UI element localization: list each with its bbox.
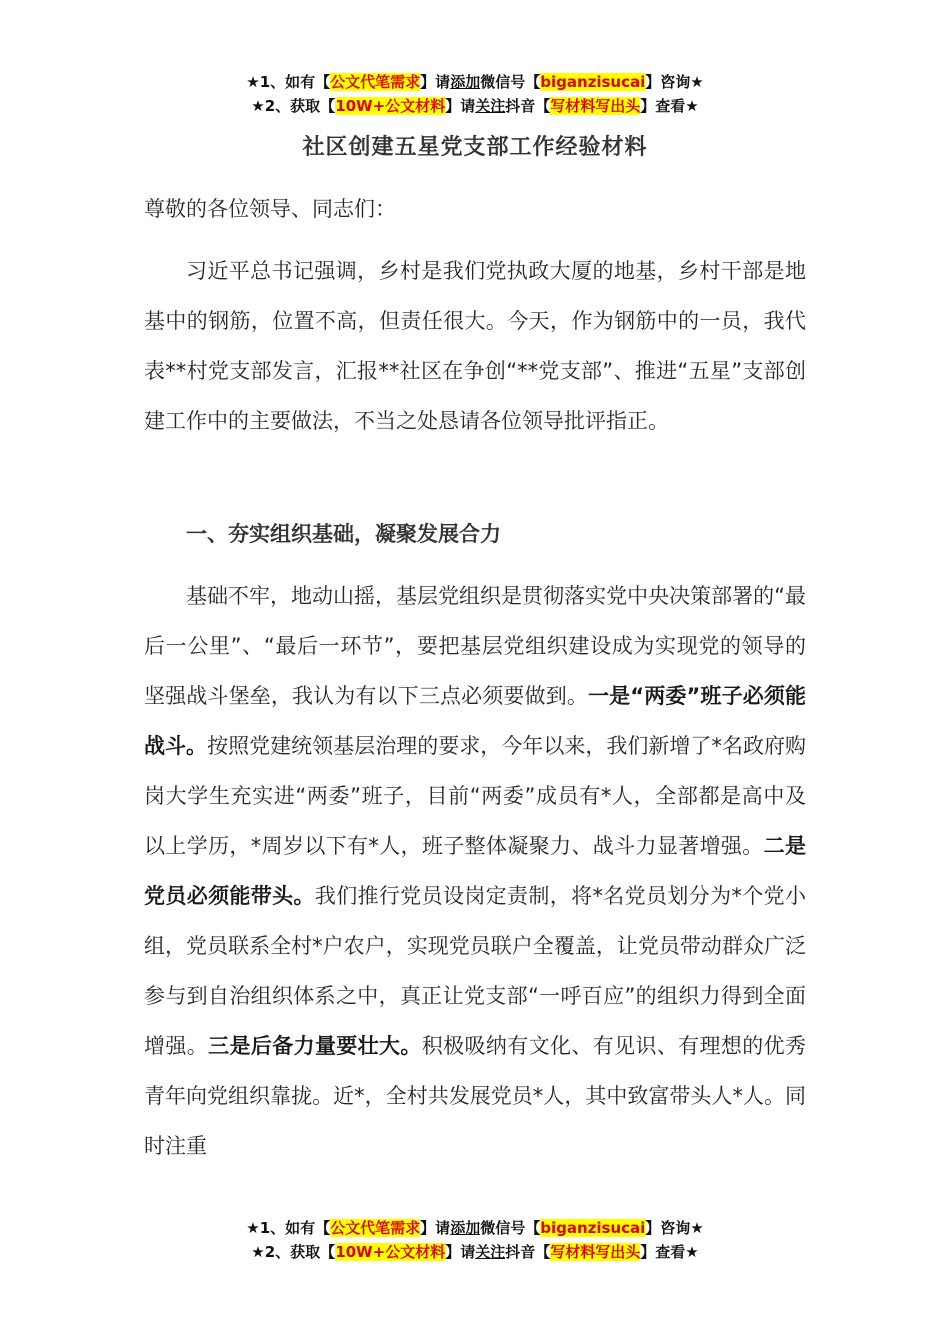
header-banner xyxy=(0,70,950,118)
banner-text: ★2、获取【 xyxy=(251,97,336,115)
banner-text: 抖音【 xyxy=(505,1243,551,1261)
document-title: 社区创建五星党支部工作经验材料 xyxy=(302,135,648,160)
banner-underlined-text: 添加 xyxy=(450,73,481,91)
paragraph-section-1 xyxy=(144,571,806,1171)
banner-highlight: 公文代笔需求 xyxy=(330,1219,421,1237)
banner-highlight: 写材料写出头 xyxy=(550,97,641,115)
banner-highlight: biganzisucai xyxy=(540,73,646,91)
banner-text: 】查看★ xyxy=(640,1243,699,1261)
paragraph-text: 积极吸纳有文化、有见识、有理想的优秀青年向党组织靠拢。近*，全村共发展党员*人，其中致富带头人*人。同时注重 xyxy=(144,1034,807,1158)
banner-text: 】查看★ xyxy=(640,97,699,115)
banner-text: ★2、获取【 xyxy=(251,1243,336,1261)
greeting: 尊敬的各位领导、同志们： xyxy=(144,197,396,221)
banner-text: 】请 xyxy=(420,1219,451,1237)
banner-highlight: 10W+公文材料 xyxy=(335,1243,446,1261)
banner-highlight: 公文代笔需求 xyxy=(330,73,421,91)
banner-line-1 xyxy=(0,70,950,94)
banner-line-1 xyxy=(0,1216,950,1240)
paragraph-text: 基础不牢，地动山摇，基层党组织是贯彻落实党中央决策部署的“最后一公里”、“最后一环节”，要把基层党组织建设成为实现党的领导的坚强战斗堡垒，我认为有以下三点必须要做到。 xyxy=(144,584,806,708)
banner-highlight: 10W+公文材料 xyxy=(335,97,446,115)
banner-highlight: 写材料写出头 xyxy=(550,1243,641,1261)
bold-point-2: 二是党员必须能带头。 xyxy=(144,834,807,908)
bold-point-1: 一是“两委”班子必须能战斗。 xyxy=(144,684,807,758)
bold-point-3: 三是后备力量要壮大。 xyxy=(208,1034,422,1058)
banner-underlined-text: 关注 xyxy=(475,1243,506,1261)
banner-text: 】请 xyxy=(445,97,476,115)
banner-text: ★1、如有【 xyxy=(246,73,331,91)
footer-banner xyxy=(0,1216,950,1264)
banner-underlined-text: 添加 xyxy=(450,1219,481,1237)
banner-text: 】请 xyxy=(420,73,451,91)
banner-text: 微信号【 xyxy=(480,73,541,91)
banner-text: ★1、如有【 xyxy=(246,1219,331,1237)
paragraph-intro: 习近平总书记强调，乡村是我们党执政大厦的地基，乡村干部是地基中的钢筋，位置不高，但责任很大。今天，作为钢筋中的一员，我代表**村党支部发言，汇报**社区在争创“**党支部”、推进“五星”支部创建工作中的主要做法，不当之处恳请各位领导批评指正。 xyxy=(144,259,806,433)
section-heading-1: 一、夯实组织基础，凝聚发展合力 xyxy=(186,522,501,546)
banner-text: 】请 xyxy=(445,1243,476,1261)
banner-text: 微信号【 xyxy=(480,1219,541,1237)
banner-line-2 xyxy=(0,1240,950,1264)
paragraph-text: 按照党建统领基层治理的要求，今年以来，我们新增了*名政府购岗大学生充实进“两委”班子，目前“两委”成员有*人，全部都是高中及以上学历，*周岁以下有*人，班子整体凝聚力、战斗力显著增强。 xyxy=(144,734,807,858)
paragraph-text: 我们推行党员设岗定责制，将*名党员划分为*个党小组，党员联系全村*户农户，实现党员联户全覆盖，让党员带动群众广泛参与到自治组织体系之中，真正让党支部“一呼百应”的组织力得到全面增强。 xyxy=(144,884,807,1058)
banner-underlined-text: 关注 xyxy=(475,97,506,115)
banner-text: 】咨询★ xyxy=(645,1219,704,1237)
banner-text: 抖音【 xyxy=(505,97,551,115)
banner-highlight: biganzisucai xyxy=(540,1219,646,1237)
banner-line-2 xyxy=(0,94,950,118)
banner-text: 】咨询★ xyxy=(645,73,704,91)
